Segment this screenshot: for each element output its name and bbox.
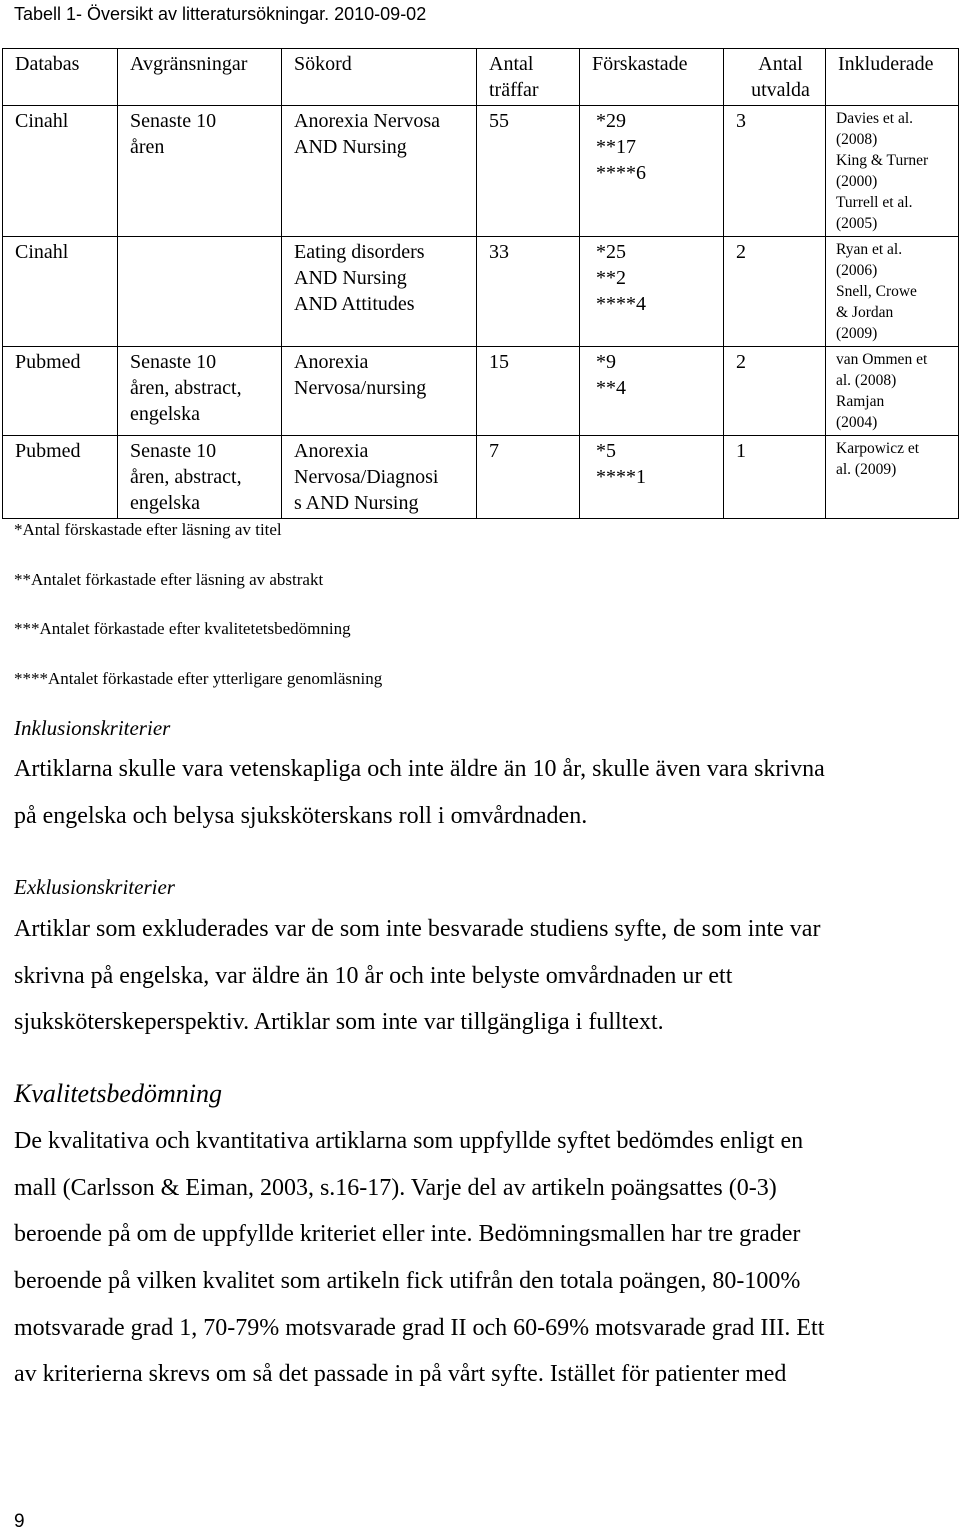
table-row — [3, 436, 959, 519]
table-row — [3, 106, 959, 237]
header-inkluderade: Inkluderade — [826, 49, 959, 106]
paragraph-line: skrivna på engelska, var äldre än 10 år och inte belyste omvårdnaden ur ett — [14, 962, 733, 989]
header-antal-traffar: Antal träffar — [477, 49, 580, 106]
cell-search-terms: Anorexia Nervosa/nursing — [282, 347, 477, 436]
cell-database: Cinahl — [3, 237, 118, 347]
footnote: ****Antalet förkastade efter ytterligare genomläsning — [14, 668, 383, 688]
table-header-row — [3, 49, 959, 106]
cell-hits: 33 — [477, 237, 580, 347]
cell-selected: 2 — [724, 237, 826, 347]
paragraph-line: på engelska och belysa sjuksköterskans roll i omvårdnaden. — [14, 802, 588, 829]
table-row — [3, 237, 959, 347]
cell-included: van Ommen et al. (2008) Ramjan (2004) — [826, 347, 959, 436]
paragraph-line: mall (Carlsson & Eiman, 2003, s.16-17). Varje del av artikeln poängsattes (0-3) — [14, 1174, 777, 1201]
cell-hits: 15 — [477, 347, 580, 436]
cell-included: Ryan et al. (2006) Snell, Crowe & Jordan (2009) — [826, 237, 959, 347]
cell-database: Pubmed — [3, 436, 118, 519]
footnote: ***Antalet förkastade efter kvalitetetsbedömning — [14, 619, 351, 638]
cell-selected: 2 — [724, 347, 826, 436]
paragraph-line: Artiklar som exkluderades var de som inte besvarade studiens syfte, de som inte var — [14, 916, 821, 942]
page-number: 9 — [14, 1511, 25, 1532]
cell-included: Karpowicz et al. (2009) — [826, 436, 959, 519]
cell-search-terms: Anorexia Nervosa/Diagnosi s AND Nursing — [282, 436, 477, 519]
cell-rejected: *9 **4 — [580, 347, 724, 436]
cell-rejected: *25 **2 ****4 — [580, 237, 724, 347]
cell-limits: Senaste 10 åren, abstract, engelska — [118, 436, 282, 519]
literature-search-table — [2, 48, 959, 519]
cell-hits: 55 — [477, 106, 580, 237]
cell-search-terms: Eating disorders AND Nursing AND Attitudes — [282, 237, 477, 347]
cell-selected: 1 — [724, 436, 826, 519]
quality-paragraph — [14, 1128, 944, 1408]
table-row — [3, 347, 959, 436]
cell-rejected: *29 **17 ****6 — [580, 106, 724, 237]
paragraph-line: motsvarade grad 1, 70-79% motsvarade grad II och 60-69% motsvarade grad III. Ett — [14, 1314, 825, 1341]
header-antal-utvalda: Antal utvalda — [724, 49, 826, 106]
quality-heading: Kvalitetsbedömning — [14, 1079, 222, 1108]
footnotes — [14, 520, 382, 718]
table-caption: Tabell 1- Översikt av litteratursökningar. 2010-09-02 — [14, 4, 427, 24]
paragraph-line: av kriterierna skrevs om så det passade in på vårt syfte. Istället för patienter med — [14, 1361, 787, 1388]
header-forskastade: Förskastade — [580, 49, 724, 106]
exclusion-paragraph — [14, 916, 944, 1056]
paragraph-line: sjuksköterskeperspektiv. Artiklar som inte var tillgängliga i fulltext. — [14, 1009, 664, 1036]
header-sokord: Sökord — [282, 49, 477, 106]
exclusion-heading: Exklusionskriterier — [14, 875, 175, 899]
cell-search-terms: Anorexia Nervosa AND Nursing — [282, 106, 477, 237]
paragraph-line: Artiklarna skulle vara vetenskapliga och inte äldre än 10 år, skulle även vara skrivna — [14, 756, 825, 782]
cell-limits: Senaste 10 åren, abstract, engelska — [118, 347, 282, 436]
inclusion-paragraph — [14, 756, 944, 849]
cell-limits — [118, 237, 282, 347]
cell-limits: Senaste 10 åren — [118, 106, 282, 237]
footnote: *Antal förskastade efter läsning av titel — [14, 520, 282, 539]
paragraph-line: beroende på om de uppfyllde kriteriet eller inte. Bedömningsmallen har tre grader — [14, 1221, 801, 1248]
cell-selected: 3 — [724, 106, 826, 237]
footnote: **Antalet förkastade efter läsning av abstrakt — [14, 569, 324, 589]
cell-hits: 7 — [477, 436, 580, 519]
header-avgransningar: Avgränsningar — [118, 49, 282, 106]
cell-included: Davies et al. (2008) King & Turner (2000) Turrell et al. (2005) — [826, 106, 959, 237]
cell-database: Cinahl — [3, 106, 118, 237]
paragraph-line: beroende på vilken kvalitet som artikeln fick utifrån den totala poängen, 80-100% — [14, 1268, 801, 1295]
cell-rejected: *5 ****1 — [580, 436, 724, 519]
cell-database: Pubmed — [3, 347, 118, 436]
header-databas: Databas — [3, 49, 118, 106]
inclusion-heading: Inklusionskriterier — [14, 716, 171, 740]
paragraph-line: De kvalitativa och kvantitativa artiklarna som uppfyllde syftet bedömdes enligt en — [14, 1128, 804, 1154]
